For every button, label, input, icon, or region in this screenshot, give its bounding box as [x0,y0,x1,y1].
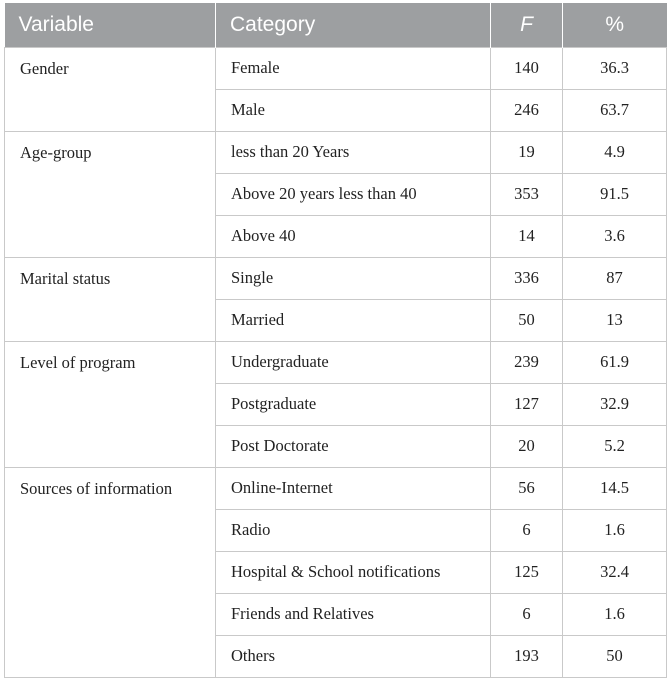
frequency-cell: 140 [491,47,563,89]
variable-cell: Level of program [5,341,216,467]
category-cell: Male [216,89,491,131]
frequency-cell: 246 [491,89,563,131]
percent-cell: 3.6 [563,215,667,257]
frequency-cell: 6 [491,509,563,551]
category-cell: Others [216,635,491,677]
frequency-cell: 125 [491,551,563,593]
frequency-cell: 127 [491,383,563,425]
percent-cell: 32.4 [563,551,667,593]
percent-cell: 50 [563,635,667,677]
percent-cell: 1.6 [563,593,667,635]
frequency-cell: 19 [491,131,563,173]
header-variable: Variable [5,3,216,47]
frequency-cell: 353 [491,173,563,215]
percent-cell: 61.9 [563,341,667,383]
table-header [5,3,667,47]
header-category: Category [216,3,491,47]
category-cell: Married [216,299,491,341]
frequency-cell: 56 [491,467,563,509]
frequency-cell: 6 [491,593,563,635]
table-row [5,341,667,383]
table-body [5,47,667,677]
percent-cell: 32.9 [563,383,667,425]
category-cell: Above 20 years less than 40 [216,173,491,215]
table-row [5,47,667,89]
category-cell: Above 40 [216,215,491,257]
header-percent: % [563,3,667,47]
category-cell: Undergraduate [216,341,491,383]
category-cell: Postgraduate [216,383,491,425]
table-row [5,131,667,173]
percent-cell: 63.7 [563,89,667,131]
category-cell: Single [216,257,491,299]
percent-cell: 91.5 [563,173,667,215]
percent-cell: 5.2 [563,425,667,467]
category-cell: Friends and Relatives [216,593,491,635]
header-frequency: F [491,3,563,47]
category-cell: Online-Internet [216,467,491,509]
variable-cell: Gender [5,47,216,131]
percent-cell: 4.9 [563,131,667,173]
frequency-cell: 336 [491,257,563,299]
category-cell: Female [216,47,491,89]
category-cell: Radio [216,509,491,551]
table-row [5,467,667,509]
table-row [5,257,667,299]
demographics-table [4,3,667,678]
header-row [5,3,667,47]
percent-cell: 14.5 [563,467,667,509]
category-cell: Post Doctorate [216,425,491,467]
percent-cell: 13 [563,299,667,341]
frequency-cell: 193 [491,635,563,677]
variable-cell: Marital status [5,257,216,341]
frequency-cell: 14 [491,215,563,257]
category-cell: less than 20 Years [216,131,491,173]
variable-cell: Sources of information [5,467,216,677]
frequency-cell: 239 [491,341,563,383]
frequency-cell: 50 [491,299,563,341]
category-cell: Hospital & School notifications [216,551,491,593]
percent-cell: 1.6 [563,509,667,551]
percent-cell: 87 [563,257,667,299]
variable-cell: Age-group [5,131,216,257]
frequency-cell: 20 [491,425,563,467]
percent-cell: 36.3 [563,47,667,89]
